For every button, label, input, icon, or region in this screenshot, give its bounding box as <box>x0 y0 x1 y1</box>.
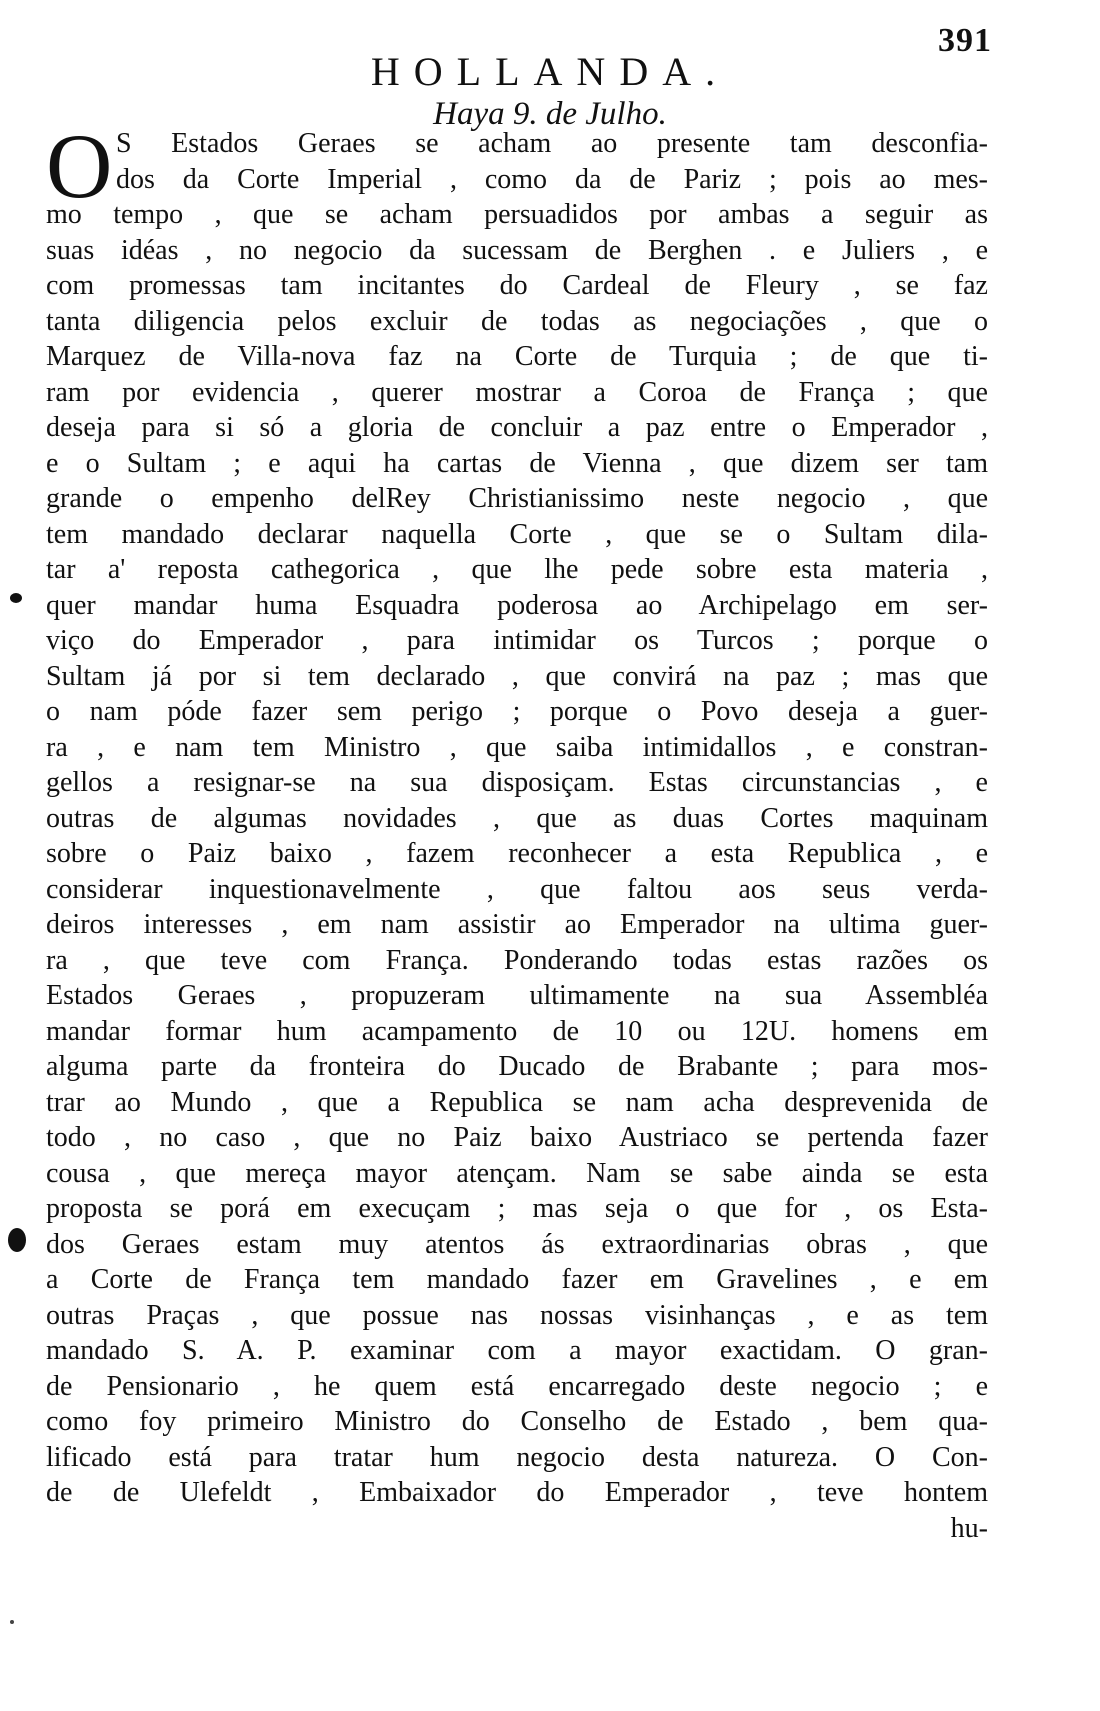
text-line: deiros interesses , em nam assistir ao Emperador na ultima guer- <box>46 909 988 940</box>
text-line: o nam póde fazer sem perigo ; porque o Povo deseja a guer- <box>46 696 988 727</box>
text-line: mandar formar hum acampamento de 10 ou 12U. homens em <box>46 1015 988 1047</box>
text-line: Sultam já por si tem declarado , que convirá na paz ; mas que <box>46 660 988 692</box>
text-line: cousa , que mereça mayor atençam. Nam se sabe ainda se esta <box>46 1157 988 1189</box>
text-line: com promessas tam incitantes do Cardeal de Fleury , se faz <box>46 270 988 301</box>
text-line: quer mandar huma Esquadra poderosa ao Archipelago em ser- <box>46 589 988 621</box>
text-line: dos da Corte Imperial , como da de Pariz ; pois ao mes- <box>116 163 988 195</box>
text-line: viço do Emperador , para intimidar os Turcos ; porque o <box>46 625 988 656</box>
section-title: HOLLANDA. <box>370 49 730 94</box>
text-line: dos Geraes estam muy atentos ás extraordinarias obras , que <box>46 1228 988 1260</box>
text-line: todo , no caso , que no Paiz baixo Austriaco se pertenda fazer <box>46 1122 988 1153</box>
text-line: tem mandado declarar naquella Corte , que se o Sultam dila- <box>46 518 988 550</box>
text-line: outras de algumas novidades , que as duas Cortes maquinam <box>46 802 988 834</box>
text-line: tar a' reposta cathegorica , que lhe pede sobre esta materia , <box>46 554 988 585</box>
text-line: a Corte de França tem mandado fazer em Gravelines , e em <box>46 1264 988 1295</box>
text-line: deseja para si só a gloria de concluir a paz entre o Emperador , <box>46 412 988 443</box>
margin-ink-mark <box>8 1228 26 1252</box>
text-line: ram por evidencia , querer mostrar a Coroa de França ; que <box>46 376 988 408</box>
text-line: ra , e nam tem Ministro , que saiba intimidallos , e constran- <box>46 731 988 763</box>
text-line: trar ao Mundo , que a Republica se nam acha desprevenida de <box>46 1086 988 1118</box>
text-line: como foy primeiro Ministro do Conselho de Estado , bem qua- <box>46 1406 988 1437</box>
article-body <box>46 115 988 1546</box>
text-line: mo tempo , que se acham persuadidos por ambas a seguir as <box>46 199 988 230</box>
text-line: lificado está para tratar hum negocio desta natureza. O Con- <box>46 1441 988 1473</box>
text-line: proposta se porá em execuçam ; mas seja o que for , os Esta- <box>46 1193 988 1224</box>
catchword: hu- <box>950 1512 988 1544</box>
text-line: grande o empenho delRey Christianissimo neste negocio , que <box>46 483 988 514</box>
drop-cap: O <box>46 115 113 217</box>
ink-speck <box>10 1620 14 1624</box>
text-line: Estados Geraes , propuzeram ultimamente na sua Assembléa <box>46 980 988 1011</box>
text-line: de Pensionario , he quem está encarregado deste negocio ; e <box>46 1370 988 1402</box>
text-line: Marquez de Villa-nova faz na Corte de Turquia ; de que ti- <box>46 341 988 372</box>
text-line: sobre o Paiz baixo , fazem reconhecer a esta Republica , e <box>46 838 988 869</box>
text-line: ra , que teve com França. Ponderando todas estas razões os <box>46 944 988 976</box>
page-number: 391 <box>938 22 992 59</box>
text-line: alguma parte da fronteira do Ducado de Brabante ; para mos- <box>46 1051 988 1082</box>
text-line: de de Ulefeldt , Embaixador do Emperador , teve hontem <box>46 1477 988 1508</box>
margin-ink-mark <box>10 593 22 603</box>
text-line: suas idéas , no negocio da sucessam de Berghen . e Juliers , e <box>46 234 988 266</box>
text-line: gellos a resignar-se na sua disposiçam. Estas circunstancias , e <box>46 767 988 798</box>
text-line: tanta diligencia pelos excluir de todas as negociações , que o <box>46 305 988 337</box>
text-line: mandado S. A. P. examinar com a mayor exactidam. O gran- <box>46 1335 988 1366</box>
dateline: Haya 9. de Julho. <box>433 96 667 132</box>
text-line: e o Sultam ; e aqui ha cartas de Vienna , que dizem ser tam <box>46 447 988 479</box>
text-line: S Estados Geraes se acham ao presente tam desconfia- <box>116 128 988 159</box>
text-line: considerar inquestionavelmente , que faltou aos seus verda- <box>46 873 988 905</box>
text-line: outras Praças , que possue nas nossas visinhanças , e as tem <box>46 1299 988 1331</box>
